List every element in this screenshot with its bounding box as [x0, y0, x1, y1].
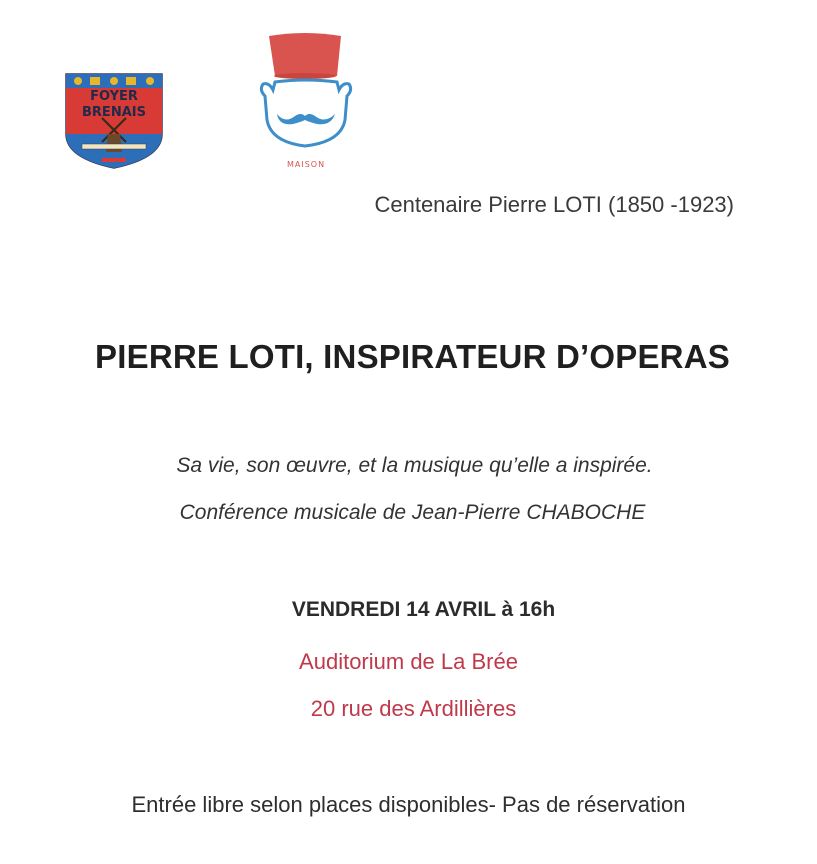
centenary-heading: Centenaire Pierre LOTI (1850 -1923)	[374, 192, 734, 217]
event-venue: Auditorium de La Brée	[299, 649, 518, 674]
event-date-time: VENDREDI 14 AVRIL à 16h	[291, 598, 556, 621]
maison-logo-caption: MAISON	[286, 160, 326, 169]
foyer-brenais-logo	[64, 72, 164, 170]
lecturer-line: Conférence musicale de Jean-Pierre CHABOCHE	[179, 501, 646, 524]
maison-pierre-loti-logo	[255, 32, 357, 174]
foyer-logo-line1: FOYER	[90, 89, 138, 104]
foyer-logo-line2: BRENAIS	[82, 105, 146, 120]
entry-note: Entrée libre selon places disponibles- Pas de réservation	[131, 792, 686, 817]
event-address: 20 rue des Ardillières	[310, 696, 517, 721]
page-title: PIERRE LOTI, INSPIRATEUR D’OPERAS	[95, 338, 730, 375]
subtitle: Sa vie, son œuvre, et la musique qu’elle a inspirée.	[176, 454, 653, 477]
